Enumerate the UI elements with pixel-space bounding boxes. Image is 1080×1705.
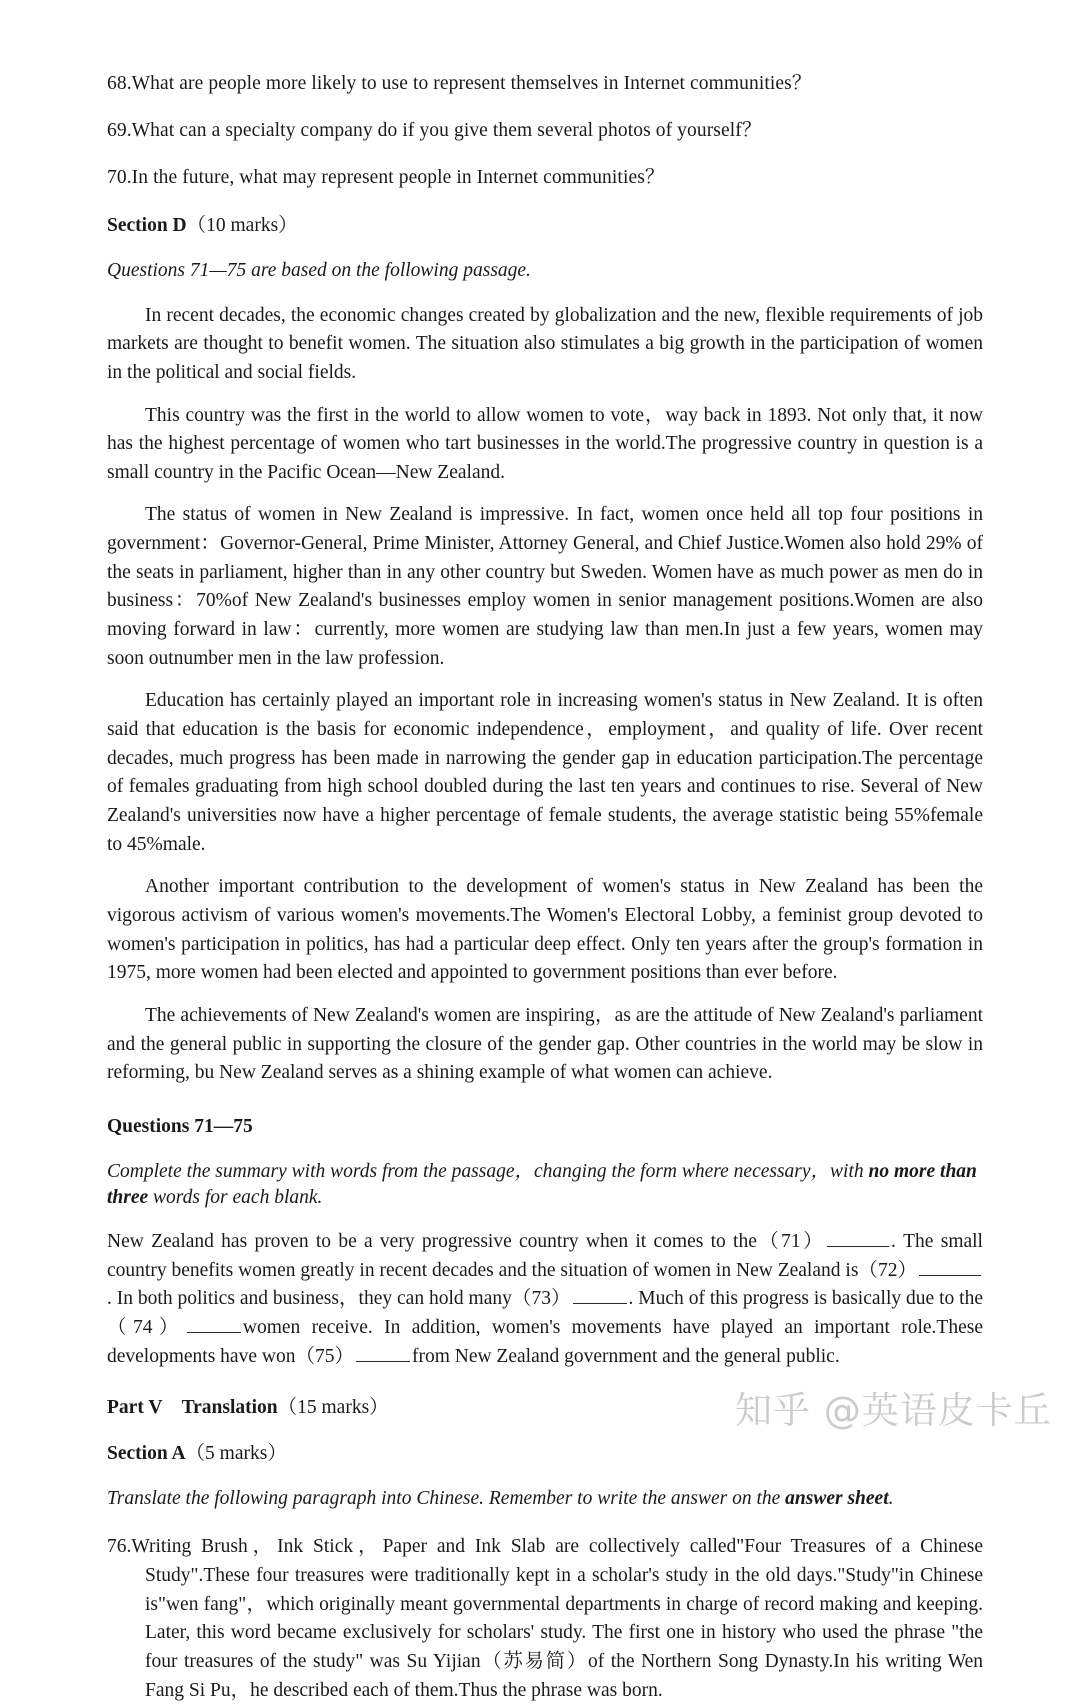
passage-paragraph-6: The achievements of New Zealand's women are inspiring，as are the attitude of New Zealand's parliament and the general public in supporting the closure of the gender gap. Other countries in the world may be slow in reforming, bu New Zealand serves as a shining example of what women can achieve. [107, 1004, 983, 1084]
page-content [107, 72, 983, 1705]
reading-passage [107, 302, 983, 1088]
summary-part-1: New Zealand has proven to be a very progressive country when it comes to the（71） [107, 1230, 825, 1252]
summary-part-2: . The small country benefits women greatly in recent decades and the situation of women in New Zealand is（72） [107, 1230, 983, 1281]
questions-71-75-instruction [107, 1159, 983, 1210]
summary-paragraph [107, 1228, 983, 1371]
section-d-instruction: Questions 71—75 are based on the following passage. [107, 260, 531, 282]
question-69: 69.What can a specialty company do if you give them several photos of yourself？ [107, 119, 762, 141]
answer-blank-71[interactable] [827, 1228, 889, 1247]
answer-sheet-emphasis: answer sheet [785, 1487, 889, 1509]
question-68: 68.What are people more likely to use to represent themselves in Internet communities？ [107, 73, 812, 94]
translation-item-76: 76.Writing Brush，Ink Stick，Paper and Ink Slab are collectively called"Four Treasures of a Chinese Study".These four treasures were traditionally kept in a scholar's study in the old days."Study"in Chinese is"wen fang"，which originally meant governmental departments in charge of record making and keeping. Later, this word became exclusively for scholars' study. The first one in history who used the phrase "the four treasures of the study" was Su Yijian（苏易简）of the Northern Song Dynasty.In his writing Wen Fang Si Pu，he described each of them.Thus the phrase was born. [107, 1536, 983, 1701]
answer-blank-75[interactable] [356, 1343, 410, 1362]
instruction-text-1: Complete the summary with words from the passage，changing the form where necessary，with [107, 1161, 869, 1183]
section-d-block [107, 213, 983, 284]
instruction-bold-1: no more than [868, 1161, 977, 1183]
part-v-section-a-heading [107, 1441, 983, 1466]
section-a-marks: （5 marks） [185, 1442, 287, 1464]
translation-passage-block [107, 1533, 983, 1705]
questions-71-75-heading: Questions 71—75 [107, 1115, 253, 1137]
passage-paragraph-4: Education has certainly played an important role in increasing women's status in New Zealand. It is often said that education is the basis for economic independence，employment，and quality of life. Over recent decades, much progress has been made in narrowing the gender gap in education participation.The percentage of females graduating from high school doubled during the last ten years and continues to rise. Several of New Zealand's universities now have a higher percentage of female students, the average statistic being 55%female to 45%male. [107, 690, 983, 855]
translation-instruction-end: . [888, 1487, 894, 1509]
section-a-title: Section A [107, 1442, 186, 1464]
part-v-block [107, 1395, 983, 1511]
answer-blank-74[interactable] [187, 1314, 241, 1333]
summary-part-5: women receive. In addition, women's movements have played an important role.These developments have won（75） [107, 1316, 983, 1367]
passage-paragraph-2: This country was the first in the world to allow women to vote，way back in 1893. Not only that, it now has the highest percentage of women who tart businesses in the world.The progressive country in question is a small country in the Pacific Ocean—New Zealand. [107, 404, 983, 483]
section-d-marks: （10 marks） [186, 214, 298, 236]
part-v-marks: （15 marks） [277, 1397, 389, 1419]
passage-paragraph-5: Another important contribution to the development of women's status in New Zealand has been the vigorous activism of various women's movements.The Women's Electoral Lobby, a feminist group devoted to women's participation in politics, has had a particular deep effect. Only ten years after the group's formation in 1975, more women had been elected and appointed to government positions than ever before. [107, 876, 983, 984]
part-v-title: Part V Translation [107, 1397, 278, 1419]
answer-blank-72[interactable] [919, 1257, 981, 1276]
answer-blank-73[interactable] [573, 1285, 627, 1304]
watermark-text: 知乎 @英语皮卡丘 [735, 1389, 1052, 1432]
summary-part-3: . In both politics and business，they can hold many（73） [107, 1288, 571, 1310]
translation-instruction [107, 1486, 983, 1511]
section-d-title: Section D [107, 214, 187, 236]
summary-part-4: . Much of this progress is basically due to the（74） [107, 1288, 983, 1338]
summary-part-6: from New Zealand government and the general public. [411, 1345, 840, 1367]
instruction-text-2: words for each blank. [148, 1186, 323, 1208]
questions-71-75-block [107, 1114, 983, 1371]
passage-paragraph-1: In recent decades, the economic changes created by globalization and the new, flexible requirements of job markets are thought to benefit women. The situation also stimulates a big growth in the participation of women in the political and social fields. [107, 304, 983, 383]
section-d-heading [107, 213, 983, 238]
passage-paragraph-3: The status of women in New Zealand is impressive. In fact, women once held all top four positions in government：Governor-General, Prime Minister, Attorney General, and Chief Justice.Women also hold 29% of the seats in parliament, higher than in any other country but Sweden. Women have as much power as men do in business：70%of New Zealand's businesses employ women in senior management positions.Women are also moving forward in law：currently, more women are studying law than men.In just a few years, women may soon outnumber men in the law profession. [107, 504, 983, 669]
translation-instruction-text: Translate the following paragraph into Chinese. Remember to write the answer on the [107, 1487, 786, 1509]
part-v-heading [107, 1395, 983, 1420]
instruction-bold-2: three [107, 1186, 149, 1208]
question-70: 70.In the future, what may represent people in Internet communities？ [107, 166, 665, 188]
reading-questions-block [107, 72, 983, 191]
